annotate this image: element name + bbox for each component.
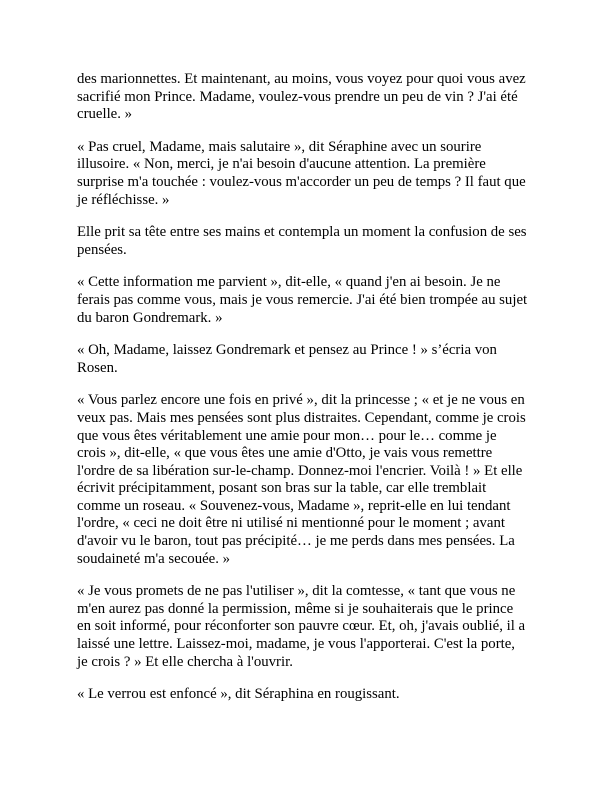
text-line: « Oh, Madame, laissez Gondremark et pensez au Prince ! » s’écria von [77, 342, 497, 359]
text-line: laissé une lettre. Laissez-moi, madame, je vous l'apporterai. C'est la porte, [77, 636, 515, 653]
text-line: « Pas cruel, Madame, mais salutaire », dit Séraphine avec un sourire [77, 138, 482, 155]
text-line: pensées. [77, 241, 127, 258]
text-line: Elle prit sa tête entre ses mains et contempla un moment la confusion de ses [77, 224, 527, 241]
text-line: des marionnettes. Et maintenant, au moins, vous voyez pour quoi vous avez [77, 71, 526, 87]
text-line: Rosen. [77, 359, 118, 376]
paragraph-5 [77, 342, 547, 377]
text-line: veux pas. Mais mes pensées sont plus distraites. Cependant, comme je crois [77, 409, 526, 426]
text-line: je crois ? » Et elle chercha à l'ouvrir. [77, 653, 293, 670]
paragraph-4 [77, 274, 547, 327]
text-line: en soit informé, pour réconforter son pauvre cœur. Et, oh, j'avais oublié, il a [77, 618, 526, 635]
paragraph-2 [77, 139, 547, 209]
text-line: crois », dit-elle, « que vous êtes une amie d'Otto, je vais vous remettre [77, 445, 493, 462]
paragraph-6 [77, 392, 547, 568]
paragraph-7 [77, 583, 547, 671]
text-line: écrivit précipitamment, posant son bras sur la table, car elle tremblait [77, 480, 487, 497]
text-line: du baron Gondremark. » [77, 309, 223, 326]
text-line: l'ordre de sa libération sur-le-champ. Donnez-moi l'encrier. Voilà ! » Et elle [77, 462, 523, 479]
document-page [77, 71, 547, 719]
text-line: m'en aurez pas donné la permission, même si je souhaiterais que le prince [77, 600, 514, 617]
text-line: « Vous parlez encore une fois en privé », dit la princesse ; « et je ne vous en [77, 392, 525, 409]
text-line: que vous êtes véritablement une amie pour mon… pour le… comme je [77, 427, 497, 444]
text-line: l'ordre, « ceci ne doit être ni utilisé ni mentionné pour le moment ; avant [77, 515, 505, 532]
text-line: sacrifié mon Prince. Madame, voulez-vous prendre un peu de vin ? J'ai été [77, 88, 518, 105]
text-line: « Cette information me parvient », dit-elle, « quand j'en ai besoin. Je ne [77, 274, 501, 291]
text-line: surprise m'a touchée : voulez-vous m'accorder un peu de temps ? Il faut que [77, 173, 526, 190]
paragraph-1 [77, 71, 547, 124]
text-line: je réfléchisse. » [77, 191, 170, 208]
text-line: d'avoir vu le baron, tout pas précipité… je me perds dans mes pensées. La [77, 533, 515, 550]
text-line: soudaineté m'a secouée. » [77, 550, 231, 567]
text-line: « Le verrou est enfoncé », dit Séraphina en rougissant. [77, 686, 400, 703]
text-line: ferais pas comme vous, mais je vous remercie. J'ai été bien trompée au sujet [77, 291, 528, 308]
text-line: comme un roseau. « Souvenez-vous, Madame », reprit-elle en lui tendant [77, 497, 511, 514]
text-line: « Je vous promets de ne pas l'utiliser », dit la comtesse, « tant que vous ne [77, 583, 516, 600]
text-line: illusoire. « Non, merci, je n'ai besoin d'aucune attention. La première [77, 156, 486, 173]
paragraph-8 [77, 686, 547, 704]
text-line: cruelle. » [77, 106, 133, 123]
paragraph-3 [77, 224, 547, 259]
